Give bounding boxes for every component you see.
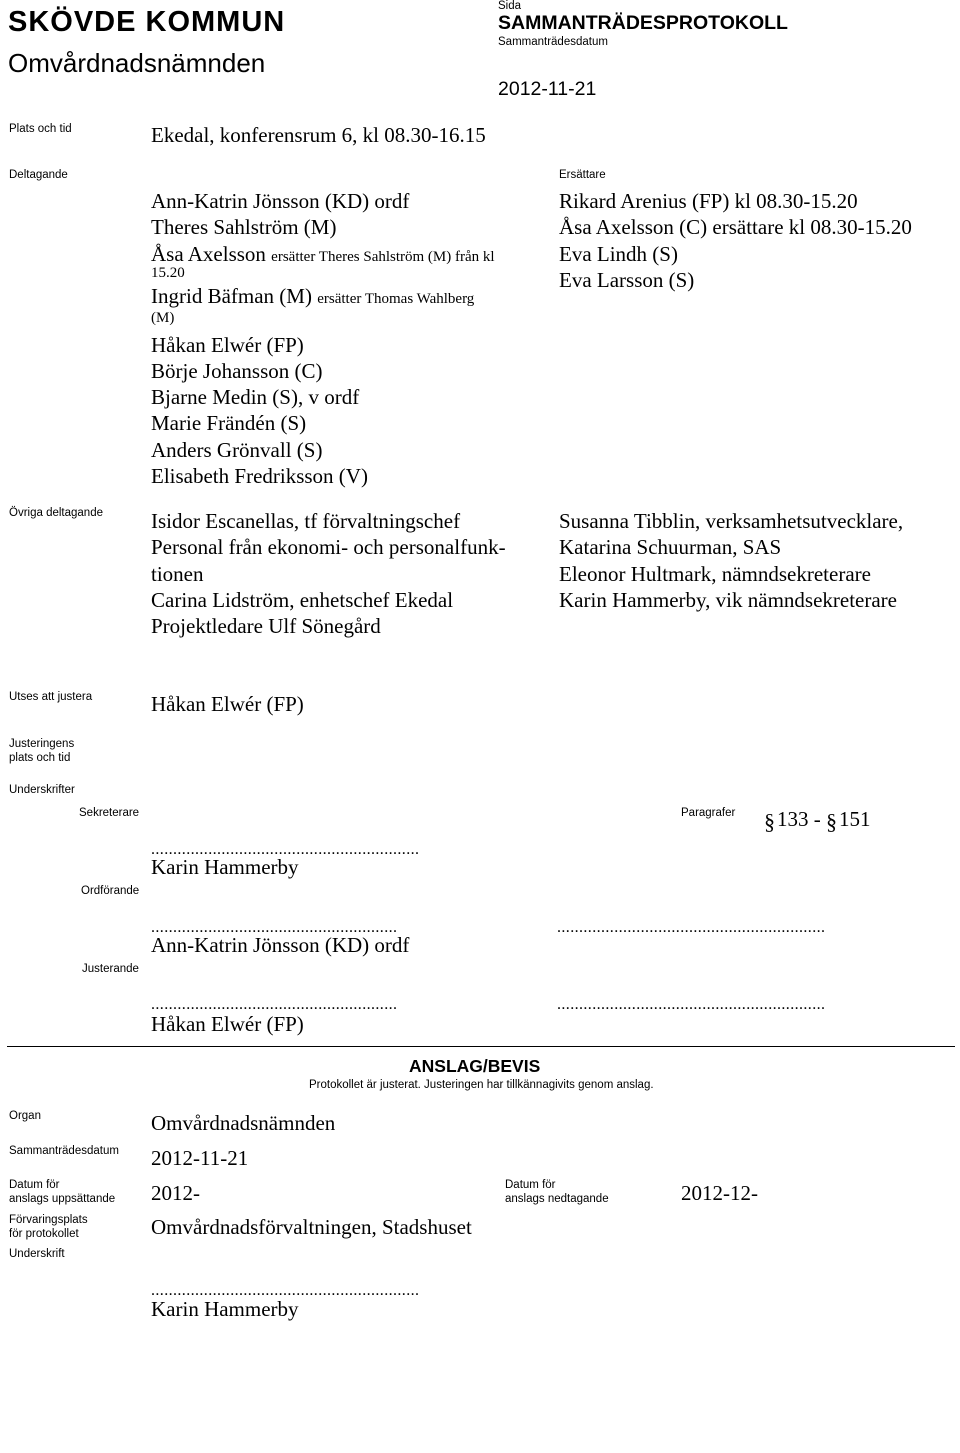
ovriga-item: Isidor Escanellas, tf förvaltningschef [151, 509, 461, 533]
ovriga-item: tionen [151, 561, 204, 586]
ovriga-item: Eleonor Hultmark, nämndsekreterare [559, 561, 871, 586]
member-note: ersätter Theres Sahlström (M) från kl [271, 248, 495, 265]
signature-line-right-2: ............................................................. [557, 996, 826, 1013]
sammantradesdatum-label: Sammanträdesdatum [9, 1145, 119, 1157]
ersattare-item: Rikard Arenius (FP) kl 08.30-15.20 [559, 189, 858, 213]
member-note-cont: 15.20 [151, 264, 185, 281]
ovriga-right [559, 508, 903, 613]
nedtagande-label [505, 1178, 609, 1206]
nedtagande-label-line2: anslags nedtagande [505, 1193, 609, 1205]
municipality-logo: SKÖVDE KOMMUN [8, 6, 286, 38]
ovriga-item: Susanna Tibblin, verksamhetsutvecklare, [559, 509, 904, 533]
signature-line-right-1: ............................................................. [557, 919, 826, 936]
ersattare-item: Eva Larsson (S) [559, 267, 695, 292]
signature-line-underskrift: ............................................................. [151, 1282, 420, 1299]
ovriga-item: Karin Hammerby, vik nämndsekreterare [559, 587, 897, 612]
member: Anders Grönvall (S) [151, 437, 323, 462]
ovriga-label: Övriga deltagande [9, 507, 103, 519]
underskrifter-label: Underskrifter [9, 784, 75, 796]
nedtagande-value: 2012-12- [681, 1181, 758, 1205]
sekreterare-name: Karin Hammerby [151, 855, 299, 879]
justering-plats-label-line2: plats och tid [9, 752, 71, 764]
page-label: Sida [498, 0, 522, 12]
justera-label: Utses att justera [9, 691, 93, 703]
justering-plats-label [9, 737, 74, 765]
sammantradesdatum-value: 2012-11-21 [151, 1146, 249, 1170]
uppsattande-value: 2012- [151, 1181, 200, 1205]
sekreterare-label: Sekreterare [79, 807, 140, 819]
header-date: 2012-11-21 [498, 78, 597, 100]
header-date-label: Sammanträdesdatum [498, 36, 608, 48]
ovriga-item: Carina Lidström, enhetschef Ekedal [151, 587, 454, 612]
member: Theres Sahlström (M) [151, 215, 337, 240]
uppsattande-label-line1: Datum för [9, 1179, 60, 1191]
signature-line-ordforande: ........................................................ [151, 919, 398, 936]
ovriga-left [151, 508, 506, 639]
board-name: Omvårdnadsnämnden [8, 48, 266, 78]
doc-title: SAMMANTRÄDESPROTOKOLL [498, 12, 788, 34]
forvaring-value: Omvårdnadsförvaltningen, Stadshuset [151, 1215, 472, 1239]
underskrift-name: Karin Hammerby [151, 1297, 299, 1321]
member: Marie Frändén (S) [151, 411, 307, 436]
signature-line-sekreterare: ............................................................. [151, 841, 420, 858]
ersattare-label: Ersättare [559, 169, 606, 181]
paragrafer-value [764, 806, 871, 835]
ersattare-item: Åsa Axelsson (C) ersättare kl 08.30-15.20 [559, 215, 912, 240]
deltagande-list [151, 188, 495, 489]
ersattare-item: Eva Lindh (S) [559, 241, 678, 266]
member-note: ersätter Thomas Wahlberg [317, 290, 475, 307]
member: Börje Johansson (C) [151, 358, 323, 383]
section-divider [7, 1046, 955, 1047]
forvaring-label [9, 1213, 88, 1241]
forvaring-label-line2: för protokollet [9, 1228, 79, 1240]
member: Ann-Katrin Jönsson (KD) ordf [151, 189, 410, 213]
ovriga-item: Projektledare Ulf Sönegård [151, 614, 381, 639]
underskrift-label: Underskrift [9, 1248, 65, 1260]
uppsattande-label [9, 1178, 115, 1206]
member: Elisabeth Fredriksson (V) [151, 464, 368, 489]
member [151, 283, 495, 307]
paragraph-separator: - [813, 807, 821, 831]
member-name: Ingrid Bäfman (M) [151, 283, 312, 308]
organ-label: Organ [9, 1110, 41, 1122]
justering-plats-label-line1: Justeringens [9, 738, 75, 750]
ovriga-item: Katarina Schuurman, SAS [559, 535, 782, 560]
justerande-name: Håkan Elwér (FP) [151, 1012, 304, 1036]
paragrafer-label: Paragrafer [681, 807, 736, 819]
ordforande-name: Ann-Katrin Jönsson (KD) ordf [151, 933, 410, 957]
ersattare-list [559, 188, 912, 293]
forvaring-label-line1: Förvaringsplats [9, 1214, 88, 1226]
anslag-subtitle: Protokollet är justerat. Justeringen har tillkännagivits genom anslag. [309, 1079, 654, 1091]
member: Håkan Elwér (FP) [151, 332, 304, 357]
signature-line-justerande: ........................................................ [151, 996, 398, 1013]
uppsattande-label-line2: anslags uppsättande [9, 1193, 116, 1205]
justera-value: Håkan Elwér (FP) [151, 692, 304, 716]
anslag-title: ANSLAG/BEVIS [409, 1056, 541, 1076]
plats-label: Plats och tid [9, 123, 72, 135]
member [151, 241, 495, 266]
nedtagande-label-line1: Datum för [505, 1179, 556, 1191]
plats-value: Ekedal, konferensrum 6, kl 08.30-16.15 [151, 123, 486, 147]
member-name: Åsa Axelsson [151, 241, 266, 266]
organ-value: Omvårdnadsnämnden [151, 1111, 336, 1135]
member-note-cont: (M) [151, 309, 175, 326]
ovriga-item: Personal från ekonomi- och personalfunk- [151, 535, 506, 560]
member: Bjarne Medin (S), v ordf [151, 385, 360, 410]
ordforande-label: Ordförande [81, 885, 140, 897]
paragraph-to: § 151 [826, 807, 871, 831]
paragraph-from: § 133 [764, 807, 809, 831]
justerande-label: Justerande [82, 963, 139, 975]
deltagande-label: Deltagande [9, 169, 68, 181]
